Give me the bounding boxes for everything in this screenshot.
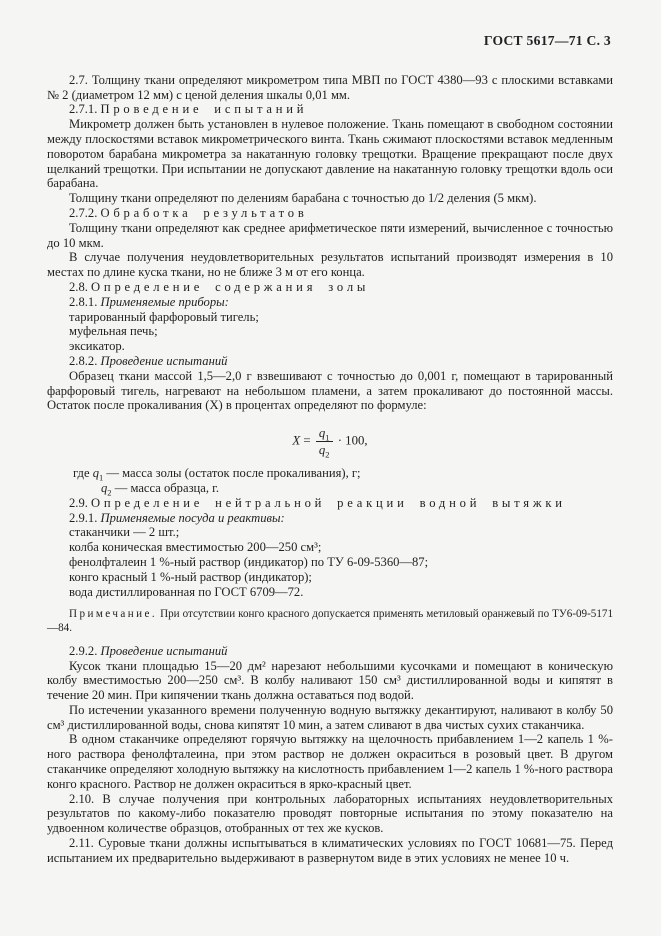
note-label: Примечание. [69, 608, 158, 621]
section-title: Применяемые приборы: [100, 294, 229, 309]
paragraph: фенолфталеин 1 %-ный раствор (индикатор) по ТУ 6-09-5360—87; [69, 554, 429, 569]
section-heading [47, 102, 613, 117]
section-title: Проведение испытаний [100, 353, 228, 368]
formula-variable: $q_1$ [92, 466, 104, 483]
section-number: 2.9. [69, 495, 92, 510]
paragraph: По истечении указанного времени полученную водную вытяжку декантируют, наливают в колбу 50 см³ дистиллированной воды, снова кипятят 10 мин, а затем сливают в два чистых сухих стаканчика. [47, 702, 613, 732]
paragraph: колба коническая вместимостью 200—250 см³; [69, 540, 322, 555]
paragraph: Толщину ткани определяют как среднее арифметическое пяти измерений, вычисленное с точностью до 10 мкм. [47, 220, 613, 250]
section-title: Проведение испытаний [100, 102, 308, 117]
paragraph: 2.7. Толщину ткани определяют микрометром типа МВП по ГОСТ 4380—93 с плоскими вставками № 2 (диаметром 12 мм) с ценой деления шкалы 0,01 мм. [47, 72, 613, 102]
section-number: 2.8.2. [69, 353, 101, 368]
section-heading [47, 295, 613, 310]
paragraph: вода дистиллированная по ГОСТ 6709—72. [69, 584, 304, 599]
paragraph: 2.11. Суровые ткани должны испытываться в климатических условиях по ГОСТ 10681—75. Перед испытанием их предварительно выдерживают в развернутом виде в этих условиях не менее 10 ч. [47, 836, 613, 865]
fraction-denominator: $q_2$ [318, 443, 330, 460]
section-title: Обработка результатов [100, 205, 308, 220]
section-heading [47, 511, 613, 526]
paragraph: стаканчики — 2 шт.; [69, 525, 180, 540]
page-header-standard-number: ГОСТ 5617—71 С. 3 [483, 33, 611, 48]
paragraph: Микрометр должен быть установлен в нулевое положение. Ткань помещают в свободном состоянии между плоскостями вставок микрометрического винта. Ткань сжимают плоскостями вставок медленным поворотом барабана микрометра за накатанную головку трещотки. Вращение прекращают после двух щелканий трещотки. При испытании не допускают давление на накатанную головку трещотки вдоль оси барабана. [47, 117, 613, 191]
section-number: 2.9.2. [69, 643, 101, 658]
paragraph: муфельная печь; [69, 324, 158, 339]
paragraph: эксикатор. [69, 339, 125, 354]
section-heading [47, 280, 613, 295]
section-number: 2.7.1. [69, 102, 101, 117]
document-body [47, 73, 613, 866]
section-title: Определение нейтральной реакции водной вытяжки [91, 495, 566, 510]
section-heading [47, 354, 613, 369]
paragraph: В одном стаканчике определяют горячую вытяжку на щелочность прибавлением 1—2 капель 1 %-ного раствора фенолфталеина, при этом раствор не должен окраситься в розовый цвет. В другом стаканчике определяют холодную вытяжку на кислотность прибавлением 1—2 капель 1 %-ного раствора конго красного. Раствор не должен окраситься в ярко-красный цвет. [47, 732, 613, 791]
section-title: Проведение испытаний [100, 643, 228, 658]
section-number: 2.7.2. [69, 205, 101, 220]
paragraph: тарированный фарфоровый тигель; [69, 309, 259, 324]
paragraph: Кусок ткани площадью 15—20 дм² нарезают небольшими кусочками и помещают в коническую колбу вместимостью 200—250 см³. В колбу наливают 150 см³ дистиллированной воды и кипятят в течение 20 мин. При кипячении ткань должна оставаться под водой. [47, 658, 613, 703]
note: Примечание. При отсутствии конго красного допускается применять метиловый оранжевый по ТУ6-09-5171—84. [47, 608, 613, 634]
formula-multiplier: · 100, [334, 433, 368, 448]
section-number: 2.9.1. [69, 510, 101, 525]
paragraph: Образец ткани массой 1,5—2,0 г взвешивают с точностью до 0,001 г, помещают в тарированный фарфоровый тигель, нагревают на небольшом пламени, а затем прокаливают до постоянной массы. Остаток после прокаливания (X) в процентах определяют по формуле: [47, 368, 613, 413]
section-heading [47, 644, 613, 659]
section-number: 2.8. [69, 279, 92, 294]
formula-variable: $q_2$ [101, 480, 112, 498]
paragraph: конго красный 1 %-ный раствор (индикатор); [69, 569, 312, 584]
section-heading [47, 206, 613, 221]
formula-definition-line: где $q_1$ — масса золы (остаток после прокаливания), г; [73, 466, 361, 483]
formula [47, 426, 613, 460]
paragraph: Толщину ткани определяют по делениям барабана с точностью до 1/2 деления (5 мкм). [69, 191, 537, 206]
section-heading [47, 496, 613, 511]
paragraph: 2.10. В случае получения при контрольных лабораторных испытаниях неудовлетворительных результатов по какому-либо показателю проводят повторные испытания по этому показателю на удвоенном количестве образцов, отобранных от тех же кусков. [47, 791, 613, 836]
section-title: Определение содержания золы [91, 279, 370, 294]
paragraph: В случае получения неудовлетворительных результатов испытаний производят измерения в 10 местах по длине куска ткани, но не ближе 3 м от его конца. [47, 250, 613, 280]
fraction-numerator: $q_1$ [316, 426, 333, 442]
formula-definition-line: $q_2$ — масса образца, г. [101, 480, 220, 498]
fraction [316, 426, 333, 460]
equals-sign: = [300, 433, 314, 448]
section-number: 2.8.1. [69, 294, 101, 309]
formula-lhs: X [292, 433, 301, 448]
section-title: Применяемые посуда и реактивы: [100, 510, 285, 525]
